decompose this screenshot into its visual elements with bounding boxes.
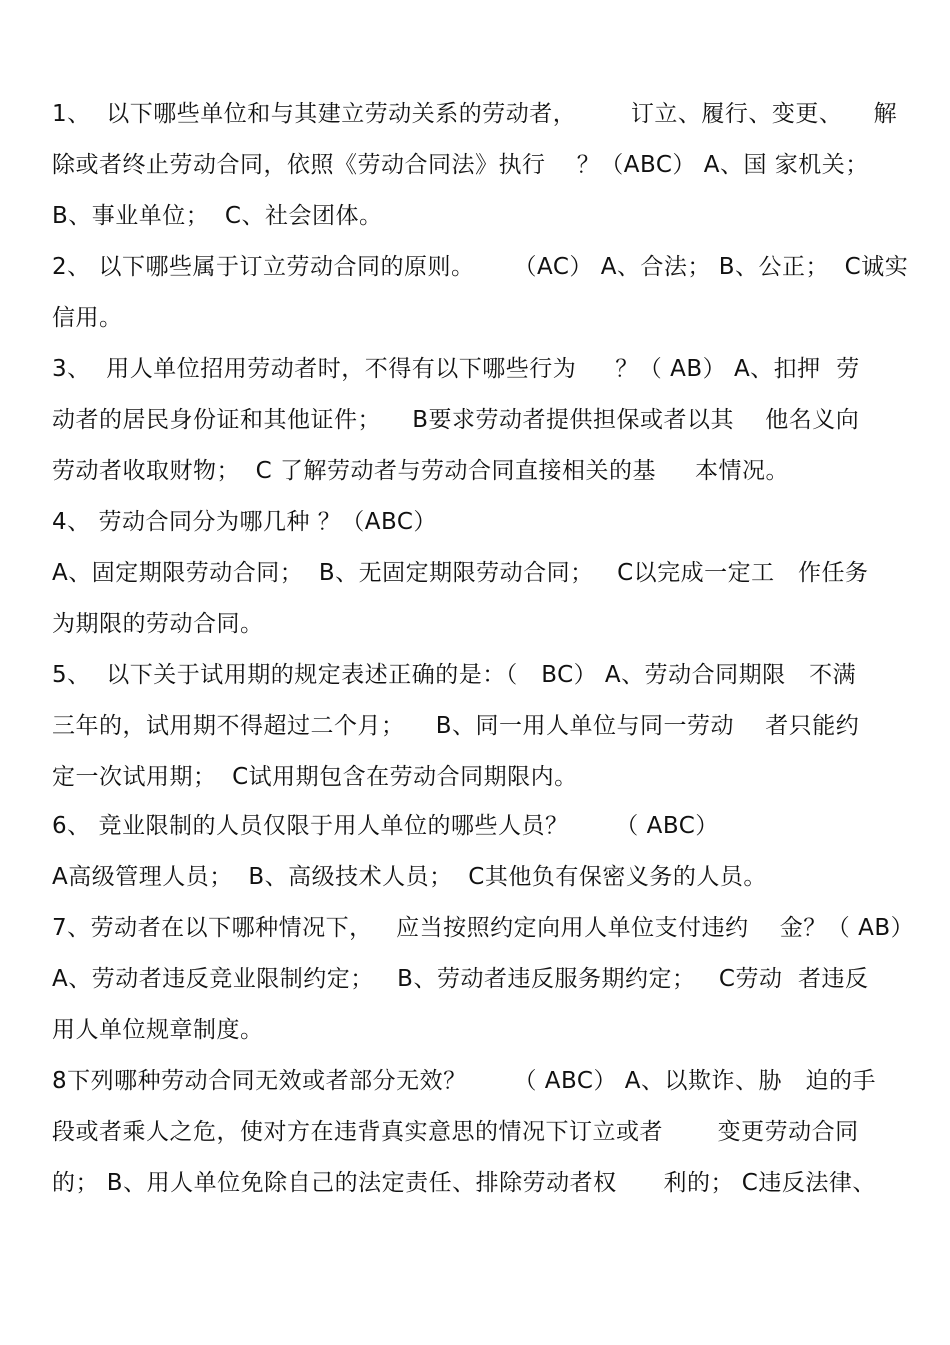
text-line-6: 3、 用人单位招用劳动者时，不得有以下哪些行为 ？（ AB） A、扣押 劳: [52, 356, 860, 382]
text-line-10: A、固定期限劳动合同； B、无固定期限劳动合同； C以完成一定工 作任务: [52, 560, 869, 586]
text-line-15: 6、 竞业限制的人员仅限于用人单位的哪些人员？ （ ABC）: [52, 813, 719, 839]
text-line-20: 8下列哪种劳动合同无效或者部分无效？ （ ABC） A、以欺诈、胁 迫的手: [52, 1068, 876, 1094]
text-line-4: 2、 以下哪些属于订立劳动合同的原则。 （AC） A、合法； B、公正； C诚实: [52, 254, 909, 280]
text-line-3: B、事业单位； C、社会团体。: [52, 203, 383, 229]
text-line-21: 段或者乘人之危，使对方在违背真实意思的情况下订立或者 变更劳动合同: [52, 1119, 859, 1145]
text-line-22: 的； B、用人单位免除自己的法定责任、排除劳动者权 利的； C违反法律、: [52, 1170, 876, 1196]
text-line-1: 1、 以下哪些单位和与其建立劳动关系的劳动者， 订立、履行、变更、 解: [52, 101, 898, 127]
text-line-13: 三年的，试用期不得超过二个月； B、同一用人单位与同一劳动 者只能约: [52, 713, 860, 739]
text-line-7: 动者的居民身份证和其他证件； B要求劳动者提供担保或者以其 他名义向: [52, 407, 860, 433]
text-line-16: A高级管理人员； B、高级技术人员； C其他负有保密义务的人员。: [52, 864, 767, 890]
text-line-18: A、劳动者违反竞业限制约定； B、劳动者违反服务期约定； C劳动 者违反: [52, 966, 869, 992]
text-line-11: 为期限的劳动合同。: [52, 611, 264, 637]
text-line-9: 4、 劳动合同分为哪几种 ？（ABC）: [52, 509, 437, 535]
text-line-12: 5、 以下关于试用期的规定表述正确的是：（ BC） A、劳动合同期限 不满: [52, 662, 857, 688]
text-line-5: 信用。: [52, 305, 123, 331]
text-line-8: 劳动者收取财物； C 了解劳动者与劳动合同直接相关的基 本情况。: [52, 458, 790, 484]
text-line-14: 定一次试用期； C试用期包含在劳动合同期限内。: [52, 764, 578, 790]
text-line-17: 7、劳动者在以下哪种情况下， 应当按照约定向用人单位支付违约 金？（ AB）: [52, 915, 915, 941]
text-line-19: 用人单位规章制度。: [52, 1017, 264, 1043]
text-line-2: 除或者终止劳动合同，依照《劳动合同法》执行 ？（ABC） A、国 家机关；: [52, 152, 869, 178]
